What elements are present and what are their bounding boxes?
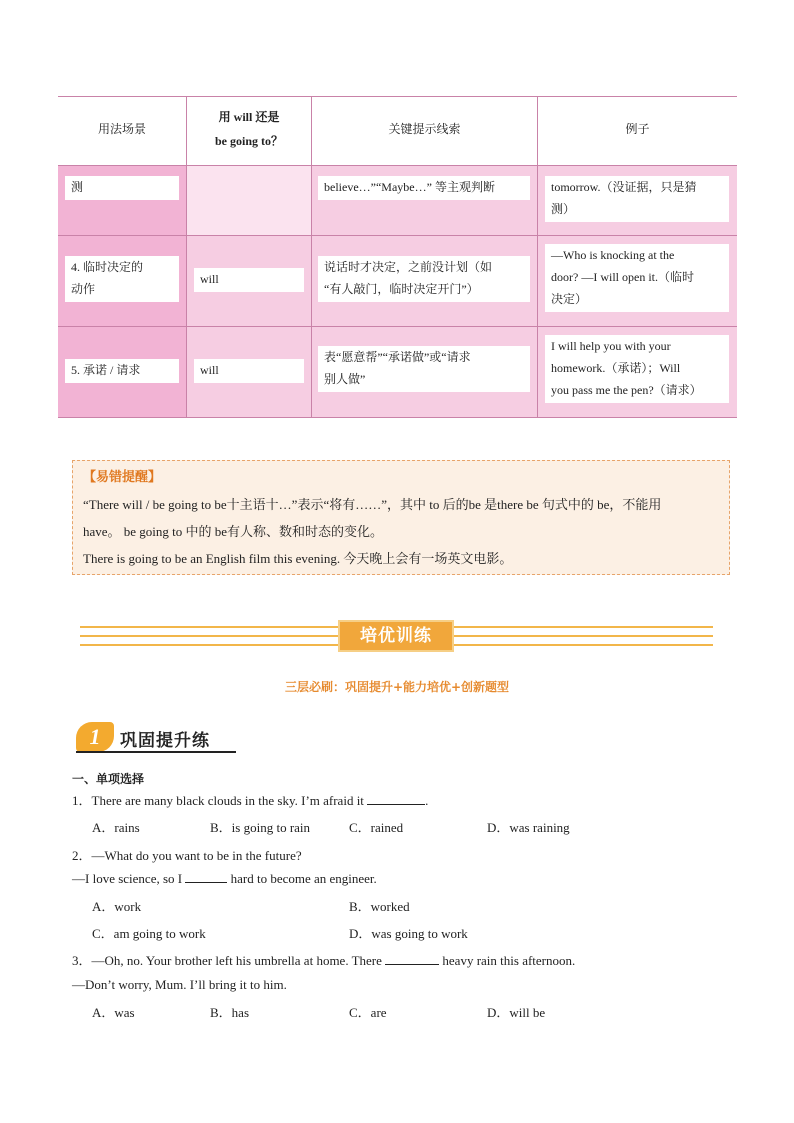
table-cell-clue <box>318 256 530 302</box>
option-b[interactable]: B．worked <box>349 899 410 914</box>
answer-blank[interactable] <box>185 882 227 883</box>
question-1-stem <box>72 790 428 809</box>
table-cell-choice <box>194 268 304 292</box>
question-2-stem: 2．—What do you want to be in the future? <box>72 848 302 863</box>
option-d[interactable]: D．was going to work <box>349 926 468 941</box>
header-clue: 关键提示线索 <box>388 122 461 136</box>
table-cell-clue <box>318 176 530 200</box>
tip-title: 【易错提醒】 <box>83 469 162 484</box>
stem-text: heavy rain this afternoon. <box>442 953 576 968</box>
section-underline <box>76 751 236 753</box>
clue-line: 别人做” <box>324 372 366 386</box>
example-line: 决定） <box>551 292 588 306</box>
table-cell-scene <box>65 359 179 383</box>
example-line: —Who is knocking at the <box>551 248 675 262</box>
question-3-stem-line2: —Don’t worry, Mum. I’ll bring it to him. <box>72 977 287 992</box>
header-choice-line1: 用 will 还是 <box>218 110 280 124</box>
question-2-stem-line2 <box>72 871 377 887</box>
stem-text: 3．—Oh, no. Your brother left his umbrella at home. There <box>72 953 382 968</box>
tip-line: “There will / be going to be十主语十…”表示“将有……”，其中 to 后的be 是there be 句式中的 be，不能用 <box>83 497 662 512</box>
option-b[interactable]: B．has <box>210 1005 250 1020</box>
table-cell-example <box>545 176 729 222</box>
example-line: 测） <box>551 202 576 216</box>
option-d[interactable]: D．was raining <box>487 820 570 835</box>
scene-line: 4. 临时决定的 <box>71 260 144 274</box>
option-b[interactable]: B．is going to rain <box>210 820 311 835</box>
stem-text: hard to become an engineer. <box>230 871 377 886</box>
tip-line: have。 be going to 中的 be有人称、数和时态的变化。 <box>83 524 384 539</box>
option-a[interactable]: A．work <box>92 899 142 914</box>
scene-line: 动作 <box>71 282 96 296</box>
option-c[interactable]: C．rained <box>349 820 404 835</box>
table-cell-scene <box>65 176 179 200</box>
section-title: 巩固提升练 <box>120 731 210 751</box>
example-line: door? —I will open it.（临时 <box>551 270 694 284</box>
option-c[interactable]: C．am going to work <box>92 926 206 941</box>
stem-text: . <box>425 793 429 808</box>
clue-line: “有人敲门，临时决定开门”） <box>324 282 479 296</box>
empty-choice-bg <box>187 166 311 235</box>
header-example: 例子 <box>625 122 650 136</box>
header-choice-line2: be going to？ <box>214 134 283 148</box>
answer-blank[interactable] <box>367 804 425 805</box>
scene-text: 5. 承诺 / 请求 <box>71 363 141 377</box>
clue-text: believe…”“Maybe…” 等主观判断 <box>324 180 495 194</box>
table-cell-example <box>545 244 729 312</box>
example-line: homework.（承诺）；Will <box>551 361 681 375</box>
clue-line: 表“愿意帮”“承诺做”或“请求 <box>324 350 471 364</box>
option-a[interactable]: A．rains <box>92 820 140 835</box>
banner-title: 培优训练 <box>338 620 454 652</box>
question-3-stem <box>72 950 575 969</box>
option-d[interactable]: D．will be <box>487 1005 546 1020</box>
table-cell-choice <box>194 359 304 383</box>
example-line: you pass me the pen?（请求） <box>551 383 702 397</box>
answer-blank[interactable] <box>385 964 439 965</box>
clue-line: 说话时才决定，之前没计划（如 <box>324 260 493 274</box>
table-cell-example <box>545 335 729 403</box>
choice-text: will <box>200 272 219 286</box>
table-cell-clue <box>318 346 530 392</box>
table-cell-scene <box>65 256 179 302</box>
stem-text: —I love science, so I <box>72 871 183 886</box>
banner-subtitle: 三层必刷：巩固提升+能力培优+创新题型 <box>284 680 510 694</box>
example-line: I will help you with your <box>551 339 671 353</box>
tip-line: There is going to be an English film this evening. 今天晚上会有一场英文电影。 <box>83 551 513 566</box>
section-number-badge: 1 <box>76 722 114 752</box>
error-tip-box <box>72 460 730 575</box>
choice-text: will <box>200 363 219 377</box>
option-a[interactable]: A．was <box>92 1005 135 1020</box>
example-line: tomorrow.（没证据，只是猜 <box>551 180 697 194</box>
scene-text: 测 <box>71 180 84 194</box>
option-c[interactable]: C．are <box>349 1005 387 1020</box>
header-scene: 用法场景 <box>97 122 146 136</box>
part-title: 一、单项选择 <box>72 772 145 786</box>
stem-text: 1．There are many black clouds in the sky. I’m afraid it <box>72 793 364 808</box>
